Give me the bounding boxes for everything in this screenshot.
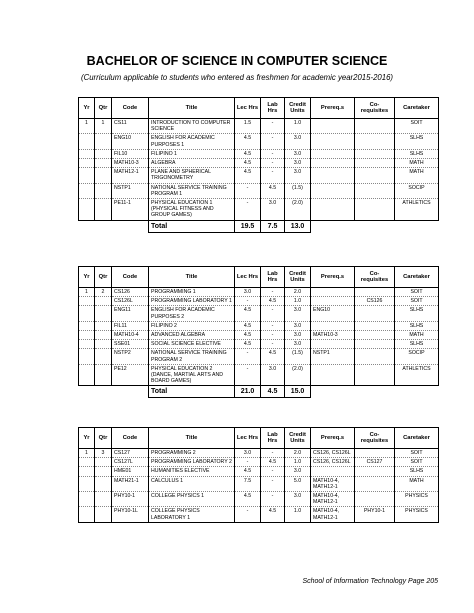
cell-yr: 1 [79,119,95,134]
cell-yr [79,306,95,321]
cell-lab: - [261,288,285,297]
cell-caretaker: MATH [395,168,439,183]
cell-credit: 3.0 [285,306,311,321]
course-row [79,364,439,386]
cell-caretaker: MATH [395,476,439,491]
cell-caretaker: SLHS [395,321,439,330]
cell-lec: - [235,364,261,386]
page-title: BACHELOR OF SCIENCE IN COMPUTER SCIENCE [86,54,388,68]
cell-prereq [311,134,355,149]
cell-qtr [95,349,112,364]
column-header-yr: Yr [79,428,95,449]
cell-credit: (2.0) [285,364,311,386]
course-row [79,476,439,491]
cell-prereq [311,159,355,168]
cell-qtr: 3 [95,449,112,458]
course-row [79,507,439,522]
cell-yr: 1 [79,288,95,297]
total-lec: 21.0 [235,386,261,398]
cell-code: PHY10-1L [112,507,149,522]
cell-yr [79,149,95,158]
cell-coreq [355,306,395,321]
header-row [79,267,439,288]
total-blank-cell [112,220,149,232]
cell-qtr [95,199,112,221]
cell-credit: 3.0 [285,149,311,158]
cell-lec: - [235,199,261,221]
column-header-caretaker: Caretaker [395,428,439,449]
cell-yr [79,168,95,183]
cell-code: ENG10 [112,134,149,149]
cell-title: FILIPINO 2 [149,321,235,330]
column-header-caretaker: Caretaker [395,98,439,119]
cell-caretaker: SOCIP [395,183,439,198]
column-header-prereq: Prereq.s [311,267,355,288]
cell-yr [79,331,95,340]
total-label: Total [149,386,235,398]
column-header-coreq: Co-requisites [355,98,395,119]
column-header-lab: Lab Hrs [261,428,285,449]
header-row [79,98,439,119]
total-credit: 15.0 [285,386,311,398]
cell-lec: - [235,458,261,467]
column-header-title: Title [149,98,235,119]
cell-prereq [311,168,355,183]
cell-caretaker: SOIT [395,458,439,467]
cell-yr [79,297,95,306]
cell-coreq [355,159,395,168]
cell-title: NATIONAL SERVICE TRAINING PROGRAM 1 [149,183,235,198]
cell-title: NATIONAL SERVICE TRAINING PROGRAM 2 [149,349,235,364]
cell-coreq [355,134,395,149]
cell-code: MATH10-4 [112,331,149,340]
cell-yr [79,159,95,168]
column-header-lec: Lec Hrs [235,267,261,288]
cell-lab: - [261,321,285,330]
column-header-code: Code [112,428,149,449]
column-header-credit: Credit Units [285,98,311,119]
cell-lec: 3.0 [235,449,261,458]
cell-lab: 4.5 [261,458,285,467]
column-header-title: Title [149,267,235,288]
cell-credit: 2.0 [285,449,311,458]
cell-prereq: MATH10-4, MATH12-1 [311,507,355,522]
cell-code: CS127L [112,458,149,467]
cell-lec: 4.5 [235,467,261,476]
cell-lab: - [261,340,285,349]
cell-code: HME01 [112,467,149,476]
cell-qtr [95,331,112,340]
cell-credit: 3.0 [285,467,311,476]
cell-yr [79,199,95,221]
cell-qtr [95,492,112,507]
cell-lab: - [261,467,285,476]
cell-qtr [95,458,112,467]
cell-coreq [355,321,395,330]
cell-credit: (1.5) [285,183,311,198]
cell-coreq [355,119,395,134]
cell-lab: - [261,306,285,321]
cell-caretaker: SLHS [395,134,439,149]
cell-yr [79,492,95,507]
course-row [79,159,439,168]
cell-lab: 3.0 [261,364,285,386]
cell-code: CS127 [112,449,149,458]
cell-yr [79,349,95,364]
cell-code: MATH21-1 [112,476,149,491]
cell-coreq [355,364,395,386]
cell-qtr [95,476,112,491]
column-header-credit: Credit Units [285,428,311,449]
cell-prereq [311,183,355,198]
course-row [79,331,439,340]
cell-yr [79,458,95,467]
cell-caretaker: SOIT [395,288,439,297]
cell-credit: 3.0 [285,492,311,507]
cell-prereq [311,119,355,134]
cell-lab: - [261,492,285,507]
total-blank-cell [95,386,112,398]
cell-prereq [311,467,355,476]
column-header-coreq: Co-requisites [355,428,395,449]
column-header-caretaker: Caretaker [395,267,439,288]
cell-lab: - [261,449,285,458]
cell-title: PROGRAMMING 1 [149,288,235,297]
cell-credit: (1.5) [285,349,311,364]
cell-title: FILIPINO 1 [149,149,235,158]
cell-title: PROGRAMMING LABORATORY 2 [149,458,235,467]
cell-prereq: MATH10-4, MATH12-1 [311,476,355,491]
cell-title: PHYSICAL EDUCATION 2 (DANCE, MARTIAL ARTS AND BOARD GAMES) [149,364,235,386]
cell-caretaker: PHYSICS [395,507,439,522]
cell-credit: 1.0 [285,507,311,522]
course-row [79,321,439,330]
cell-code: FIL10 [112,149,149,158]
total-blank-cell [355,220,395,232]
cell-lec: - [235,349,261,364]
cell-qtr [95,321,112,330]
cell-lec: 3.0 [235,288,261,297]
cell-prereq [311,297,355,306]
cell-yr [79,507,95,522]
total-blank-cell [79,220,95,232]
cell-title: COLLEGE PHYSICS 1 [149,492,235,507]
cell-coreq [355,168,395,183]
cell-yr [79,364,95,386]
cell-prereq: ENG10 [311,306,355,321]
cell-qtr [95,134,112,149]
column-header-lab: Lab Hrs [261,267,285,288]
course-row [79,297,439,306]
cell-lec: 7.5 [235,476,261,491]
cell-caretaker: SLHS [395,149,439,158]
cell-prereq [311,288,355,297]
cell-coreq [355,183,395,198]
cell-lec: 4.5 [235,340,261,349]
cell-lab: - [261,159,285,168]
cell-caretaker: MATH [395,331,439,340]
total-lab: 7.5 [261,220,285,232]
cell-yr [79,321,95,330]
cell-yr: 1 [79,449,95,458]
column-header-qtr: Qtr [95,428,112,449]
cell-qtr [95,149,112,158]
course-row [79,467,439,476]
cell-credit: 1.0 [285,119,311,134]
cell-lec: 4.5 [235,321,261,330]
cell-qtr [95,507,112,522]
course-row [79,119,439,134]
cell-prereq [311,149,355,158]
cell-credit: 1.0 [285,458,311,467]
cell-caretaker: MATH [395,159,439,168]
cell-yr [79,134,95,149]
page-subtitle: (Curriculum applicable to students who entered as freshmen for academic year2015-2016) [80,73,394,82]
cell-caretaker: PHYSICS [395,492,439,507]
cell-yr [79,467,95,476]
course-row [79,340,439,349]
cell-lec: - [235,507,261,522]
page-footer: School of Information Technology Page 205 [302,578,438,585]
cell-prereq: CS126, CS126L [311,458,355,467]
cell-credit: 3.0 [285,134,311,149]
cell-caretaker: SLHS [395,467,439,476]
total-label: Total [149,220,235,232]
cell-caretaker: SOCIP [395,349,439,364]
cell-code: CS126L [112,297,149,306]
cell-lab: - [261,476,285,491]
cell-lab: 4.5 [261,507,285,522]
cell-qtr: 2 [95,288,112,297]
cell-coreq [355,331,395,340]
cell-code: FIL11 [112,321,149,330]
cell-title: ENGLISH FOR ACADEMIC PURPOSES 1 [149,134,235,149]
course-row [79,149,439,158]
course-row [79,134,439,149]
column-header-qtr: Qtr [95,98,112,119]
cell-lab: - [261,134,285,149]
cell-code: PHY10-1 [112,492,149,507]
cell-credit: 5.0 [285,476,311,491]
cell-qtr [95,306,112,321]
course-row [79,458,439,467]
header-row [79,428,439,449]
cell-title: PLANE AND SPHERICAL TRIGONOMETRY [149,168,235,183]
cell-title: CALCULUS 1 [149,476,235,491]
total-row [79,220,439,232]
total-blank-cell [311,220,355,232]
cell-caretaker: SOIT [395,449,439,458]
cell-title: COLLEGE PHYSICS LABORATORY 1 [149,507,235,522]
cell-lec: - [235,297,261,306]
cell-coreq: CS127 [355,458,395,467]
course-row [79,449,439,458]
curriculum-table-q2 [78,266,439,398]
cell-lec: 4.5 [235,159,261,168]
cell-caretaker: SLHS [395,340,439,349]
cell-title: INTRODUCTION TO COMPUTER SCIENCE [149,119,235,134]
cell-coreq [355,492,395,507]
cell-coreq: CS126 [355,297,395,306]
column-header-prereq: Prereq.s [311,98,355,119]
column-header-qtr: Qtr [95,267,112,288]
total-blank-cell [395,386,439,398]
cell-lab: 4.5 [261,297,285,306]
cell-credit: 2.0 [285,288,311,297]
cell-qtr [95,467,112,476]
cell-code: PE11-1 [112,199,149,221]
cell-qtr [95,168,112,183]
total-lab: 4.5 [261,386,285,398]
cell-lec: 1.5 [235,119,261,134]
cell-coreq [355,349,395,364]
cell-qtr [95,297,112,306]
cell-title: SOCIAL SCIENCE ELECTIVE [149,340,235,349]
total-blank-cell [112,386,149,398]
course-row [79,306,439,321]
cell-caretaker: SLHS [395,306,439,321]
cell-prereq [311,340,355,349]
cell-prereq: CS126, CS126L [311,449,355,458]
cell-lec: 4.5 [235,134,261,149]
cell-coreq [355,467,395,476]
cell-code: NSTP2 [112,349,149,364]
cell-lec: - [235,183,261,198]
cell-coreq [355,340,395,349]
cell-coreq [355,449,395,458]
column-header-lec: Lec Hrs [235,428,261,449]
cell-lab: - [261,119,285,134]
cell-code: SSE01 [112,340,149,349]
cell-code: MATH10-3 [112,159,149,168]
cell-coreq [355,199,395,221]
column-header-credit: Credit Units [285,267,311,288]
curriculum-table-q3 [78,427,439,523]
cell-lec: 4.5 [235,492,261,507]
cell-prereq [311,364,355,386]
cell-lab: 4.5 [261,349,285,364]
total-blank-cell [95,220,112,232]
cell-lab: - [261,149,285,158]
cell-yr [79,183,95,198]
course-row [79,168,439,183]
cell-lec: 4.5 [235,331,261,340]
cell-code: PE12 [112,364,149,386]
course-row [79,349,439,364]
cell-credit: (2.0) [285,199,311,221]
column-header-code: Code [112,98,149,119]
cell-credit: 3.0 [285,331,311,340]
cell-yr [79,340,95,349]
cell-credit: 3.0 [285,321,311,330]
course-row [79,199,439,221]
cell-prereq: MATH10-4, MATH12-1 [311,492,355,507]
course-row [79,492,439,507]
cell-code: CS11 [112,119,149,134]
curriculum-table-q1 [78,97,439,233]
total-row [79,386,439,398]
course-row [79,288,439,297]
cell-prereq: NSTP1 [311,349,355,364]
column-header-code: Code [112,267,149,288]
cell-coreq: PHY10-1 [355,507,395,522]
column-header-lec: Lec Hrs [235,98,261,119]
cell-caretaker: SOIT [395,297,439,306]
total-credit: 13.0 [285,220,311,232]
cell-prereq [311,321,355,330]
cell-title: ALGEBRA [149,159,235,168]
cell-lab: 4.5 [261,183,285,198]
total-blank-cell [355,386,395,398]
cell-lab: - [261,168,285,183]
cell-lab: 3.0 [261,199,285,221]
course-row [79,183,439,198]
cell-lec: 4.5 [235,306,261,321]
cell-lec: 4.5 [235,168,261,183]
total-blank-cell [311,386,355,398]
total-lec: 19.5 [235,220,261,232]
column-header-coreq: Co-requisites [355,267,395,288]
cell-title: PHYSICAL EDUCATION 1 (PHYSICAL FITNESS AND GROUP GAMES) [149,199,235,221]
cell-qtr [95,340,112,349]
cell-caretaker: ATHLETICS [395,364,439,386]
cell-credit: 3.0 [285,168,311,183]
cell-credit: 3.0 [285,159,311,168]
cell-lab: - [261,331,285,340]
cell-code: MATH12-1 [112,168,149,183]
cell-yr [79,476,95,491]
column-header-title: Title [149,428,235,449]
cell-qtr [95,159,112,168]
column-header-lab: Lab Hrs [261,98,285,119]
cell-coreq [355,149,395,158]
cell-caretaker: ATHLETICS [395,199,439,221]
cell-title: ENGLISH FOR ACADEMIC PURPOSES 2 [149,306,235,321]
cell-coreq [355,476,395,491]
cell-title: ADVANCED ALGEBRA [149,331,235,340]
column-header-prereq: Prereq.s [311,428,355,449]
cell-prereq [311,199,355,221]
cell-qtr [95,183,112,198]
cell-credit: 1.0 [285,297,311,306]
cell-credit: 3.0 [285,340,311,349]
cell-code: NSTP1 [112,183,149,198]
cell-code: ENG11 [112,306,149,321]
cell-qtr [95,364,112,386]
total-blank-cell [395,220,439,232]
cell-title: PROGRAMMING 2 [149,449,235,458]
cell-coreq [355,288,395,297]
cell-title: HUMANITIES ELECTIVE [149,467,235,476]
column-header-yr: Yr [79,98,95,119]
cell-qtr: 1 [95,119,112,134]
cell-code: CS126 [112,288,149,297]
cell-title: PROGRAMMING LABORATORY 1 [149,297,235,306]
column-header-yr: Yr [79,267,95,288]
cell-caretaker: SOIT [395,119,439,134]
cell-prereq: MATH10-3 [311,331,355,340]
total-blank-cell [79,386,95,398]
cell-lec: 4.5 [235,149,261,158]
